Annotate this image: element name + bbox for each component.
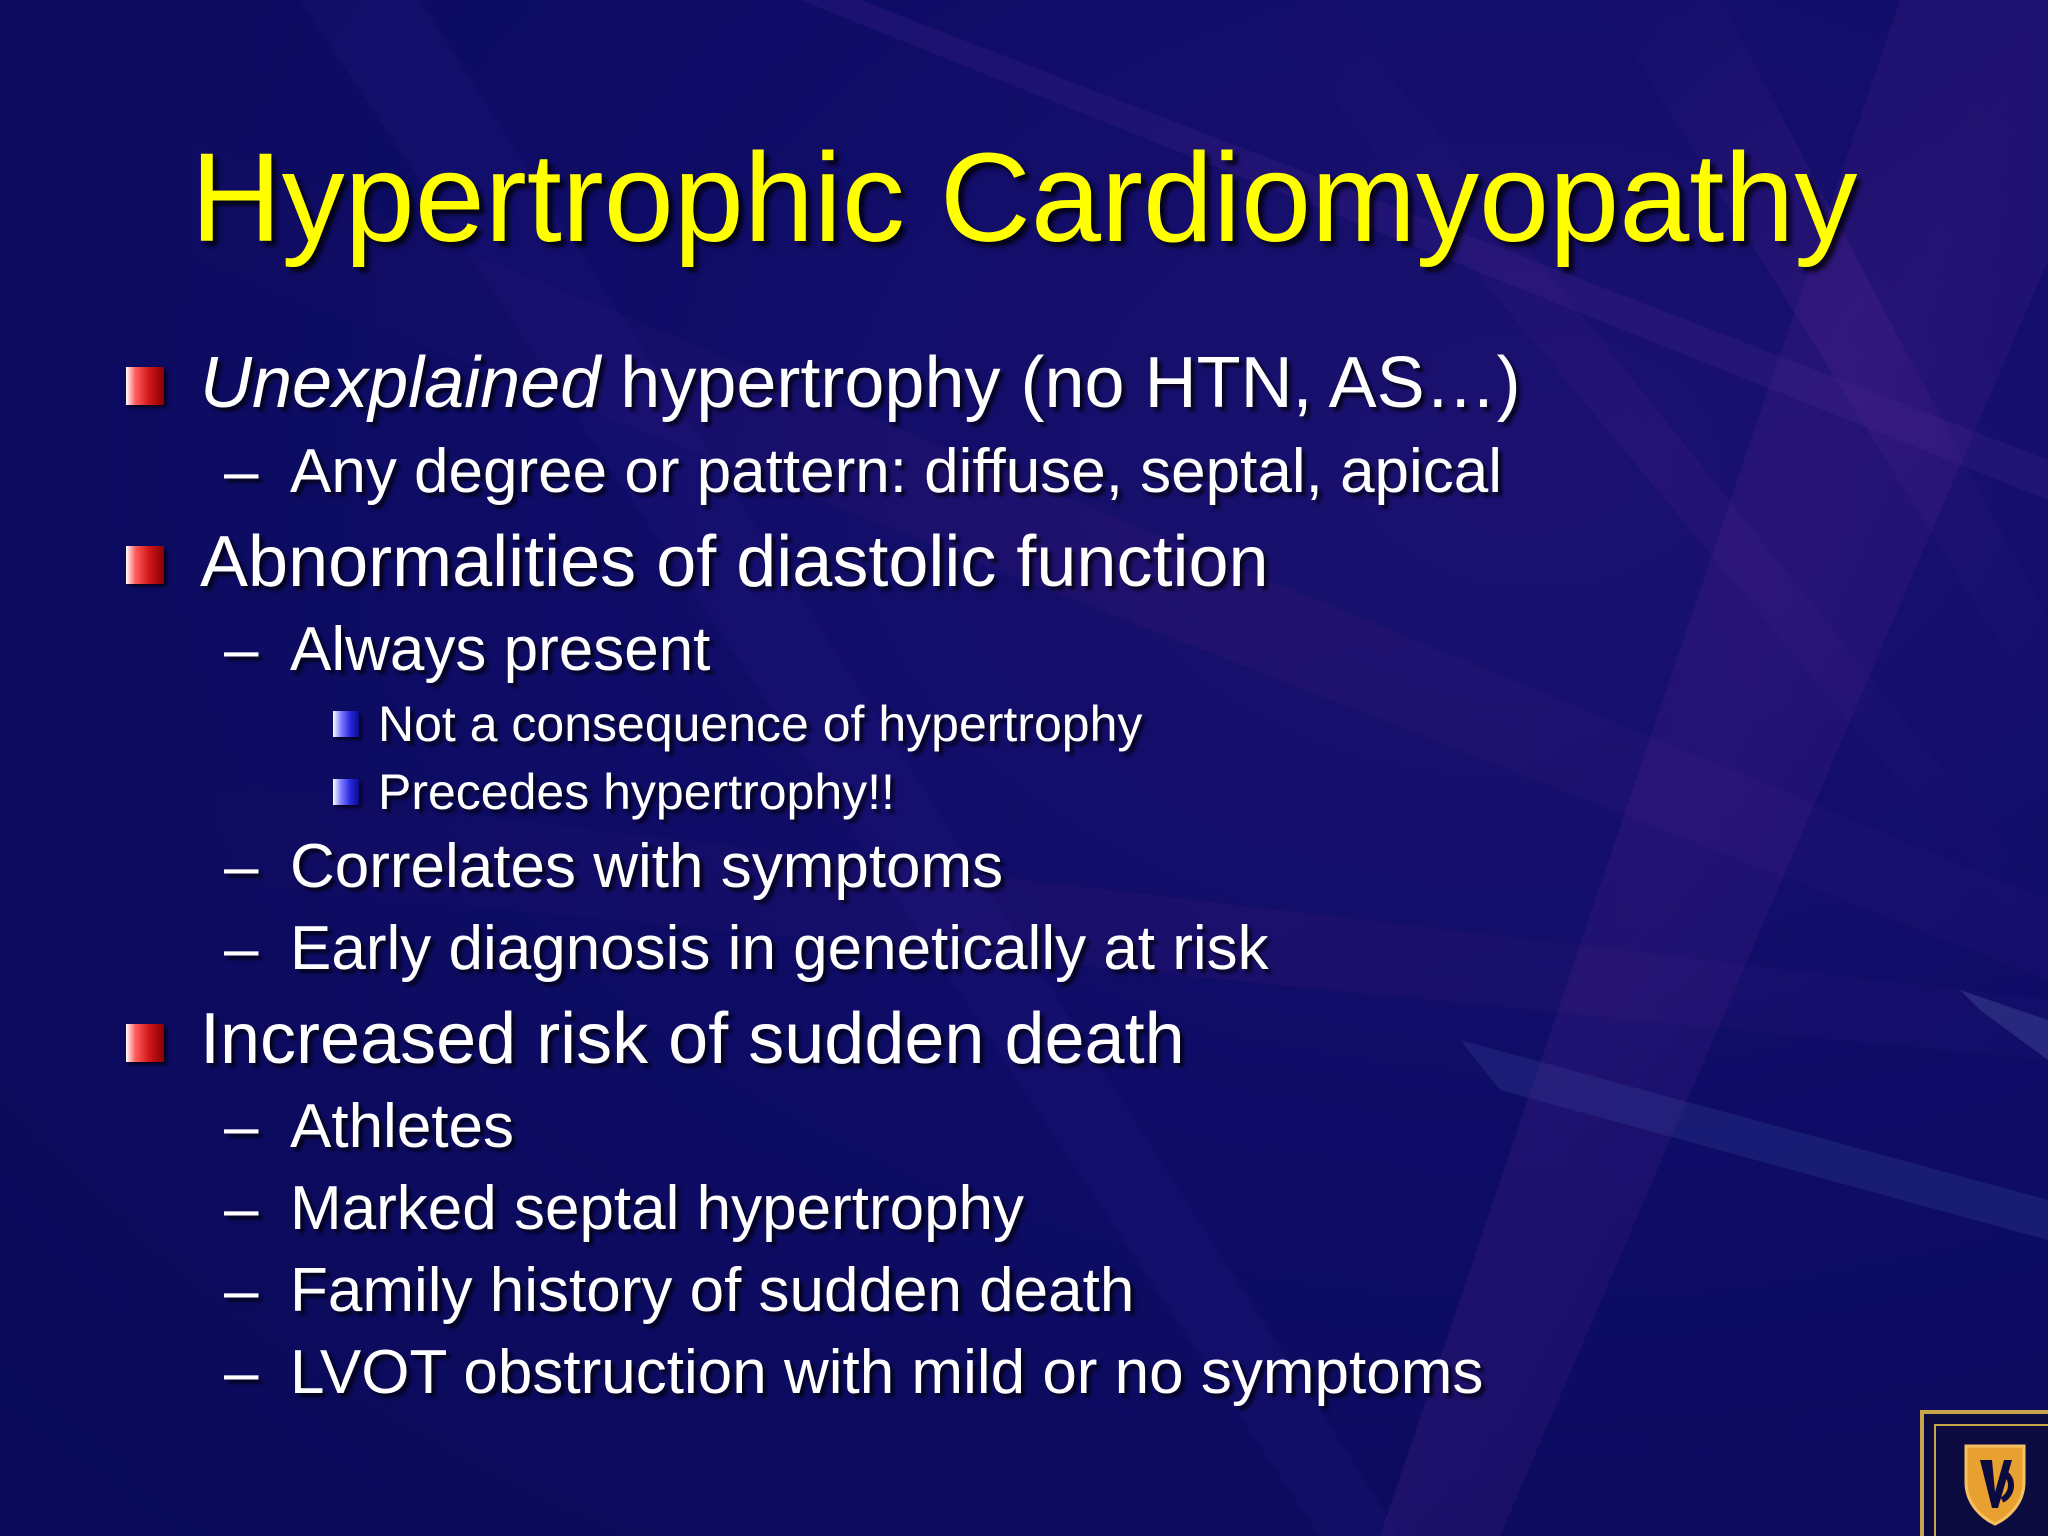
bullet-level2-early-diagnosis bbox=[224, 913, 1269, 985]
blue-square-bullet-icon bbox=[333, 779, 359, 805]
bullet-level1-unexplained bbox=[200, 342, 1521, 424]
red-square-bullet-icon bbox=[126, 546, 164, 584]
bullet-level2-always-present bbox=[224, 614, 710, 686]
red-square-bullet-icon bbox=[126, 1024, 164, 1062]
red-square-bullet-icon bbox=[126, 367, 164, 405]
bullet-text: Athletes bbox=[290, 1092, 515, 1161]
bullet-level2-septal bbox=[224, 1173, 1024, 1245]
dash-marker: – bbox=[224, 1174, 259, 1243]
dash-marker: – bbox=[224, 437, 259, 506]
university-shield-logo-icon bbox=[1920, 1410, 2048, 1536]
dash-marker: – bbox=[224, 914, 259, 983]
bullet-level1-diastolic bbox=[200, 521, 1269, 603]
slide-title: Hypertrophic Cardiomyopathy bbox=[190, 127, 1858, 268]
bullet-text: Correlates with symptoms bbox=[290, 832, 1004, 901]
bullet-text: Precedes hypertrophy!! bbox=[378, 764, 895, 820]
dash-marker: – bbox=[224, 1092, 259, 1161]
bullet-text: Marked septal hypertrophy bbox=[290, 1174, 1025, 1243]
dash-marker: – bbox=[224, 1338, 259, 1407]
italic-prefix: Unexplained bbox=[200, 343, 601, 423]
bullet-text: Always present bbox=[290, 615, 711, 684]
bullet-text: LVOT obstruction with mild or no symptoms bbox=[290, 1338, 1484, 1407]
bullet-text: Family history of sudden death bbox=[290, 1256, 1135, 1325]
bullet-text: Increased risk of sudden death bbox=[200, 999, 1185, 1079]
bullet-level3-precedes bbox=[378, 762, 895, 822]
bullet-text: Early diagnosis in genetically at risk bbox=[290, 914, 1269, 983]
bullet-level2-family-history bbox=[224, 1255, 1134, 1327]
bullet-text: Not a consequence of hypertrophy bbox=[378, 696, 1143, 752]
bullet-level2-correlates bbox=[224, 831, 1003, 903]
bullet-text: Abnormalities of diastolic function bbox=[200, 522, 1269, 602]
dash-marker: – bbox=[224, 832, 259, 901]
blue-square-bullet-icon bbox=[333, 711, 359, 737]
bullet-level1-sudden-death bbox=[200, 998, 1185, 1080]
bullet-level2-lvot bbox=[224, 1337, 1483, 1409]
bullet-text: Any degree or pattern: diffuse, septal, apical bbox=[290, 437, 1503, 506]
dash-marker: – bbox=[224, 1256, 259, 1325]
shield-icon bbox=[1960, 1442, 2030, 1526]
bullet-level3-not-consequence bbox=[378, 694, 1142, 754]
dash-marker: – bbox=[224, 615, 259, 684]
bullet-level2-athletes bbox=[224, 1091, 514, 1163]
bullet-level2-degree-pattern bbox=[224, 436, 1502, 508]
bullet-text: hypertrophy (no HTN, AS…) bbox=[600, 343, 1521, 423]
